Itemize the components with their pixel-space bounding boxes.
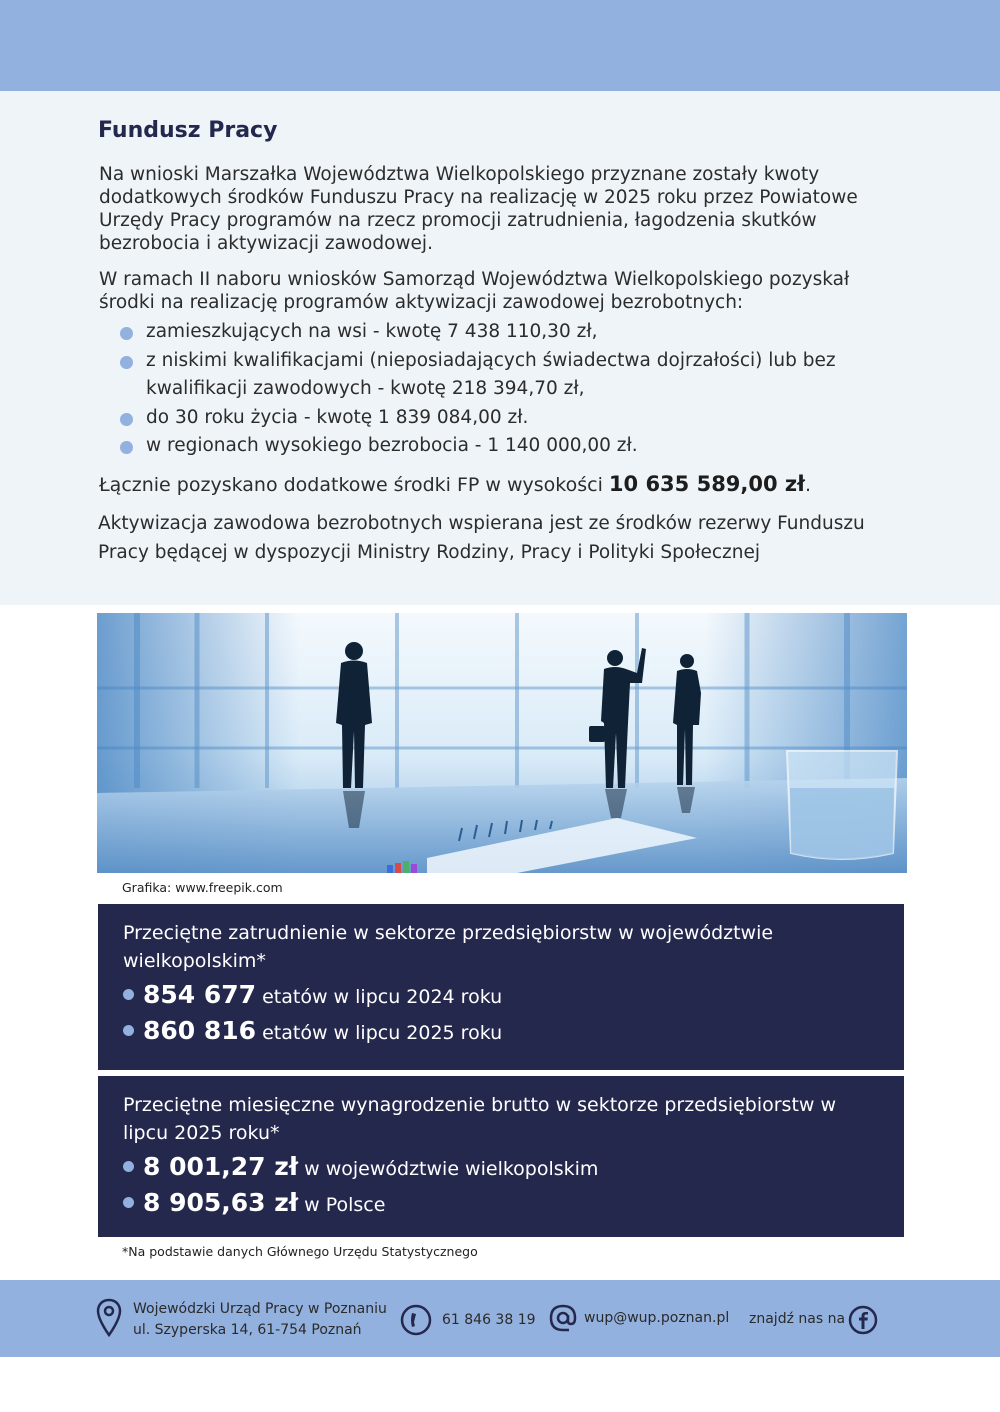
funding-list xyxy=(120,318,880,461)
employment-box xyxy=(98,904,904,1070)
employment-stat-2025: 860 816 etatów w lipcu 2025 roku xyxy=(123,1016,502,1045)
list-item: w regionach wysokiego bezrobocia - 1 140 000,00 zł. xyxy=(120,432,880,461)
email-at-icon xyxy=(549,1303,577,1333)
data-source-footnote: *Na podstawie danych Głównego Urzędu Statystycznego xyxy=(122,1244,478,1259)
list-item: do 30 roku życia - kwotę 1 839 084,00 zł. xyxy=(120,404,880,433)
footer-social-text: znajdź nas na xyxy=(749,1311,846,1327)
bullet-dot-icon xyxy=(123,1025,134,1036)
office-photo xyxy=(97,613,907,873)
street-address: ul. Szyperska 14, 61-754 Poznań xyxy=(133,1322,362,1338)
intro-paragraph: Na wnioski Marszałka Województwa Wielkopolskiego przyznane zostały kwoty dodatkowych środków Funduszu Pracy na realizację w 2025 roku przez Powiatowe Urzędy Pracy programów na rzecz promocji zatrudnienia, łagodzenia skutków bezrobocia i aktywizacji zawodowej. xyxy=(99,164,858,254)
bullet-dot-icon xyxy=(120,327,133,340)
bullet-dot-icon xyxy=(123,1197,134,1208)
list-item: zamieszkujących na wsi - kwotę 7 438 110,30 zł, xyxy=(120,318,880,347)
salary-box xyxy=(98,1076,904,1237)
bullet-dot-icon xyxy=(123,1161,134,1172)
employment-title: Przeciętne zatrudnienie w sektorze przedsiębiorstw w województwie wielkopolskim* xyxy=(123,922,774,972)
footer-phone[interactable]: 61 846 38 19 xyxy=(442,1312,536,1328)
organization-name: Wojewódzki Urząd Pracy w Poznaniu xyxy=(133,1301,387,1317)
bullet-dot-icon xyxy=(123,989,134,1000)
location-pin-icon xyxy=(96,1298,122,1338)
top-color-band xyxy=(0,0,1000,91)
recruitment-paragraph: W ramach II naboru wniosków Samorząd Województwa Wielkopolskiego pozyskał środki na realizację programów aktywizacji zawodowej bezrobotnych: xyxy=(99,269,850,313)
bullet-dot-icon xyxy=(120,356,133,369)
section-title: Fundusz Pracy xyxy=(98,118,278,143)
salary-stat-region: 8 001,27 zł w województwie wielkopolskim xyxy=(123,1152,598,1181)
total-amount: 10 635 589,00 zł xyxy=(608,472,805,496)
footer-band xyxy=(0,1280,1000,1357)
facebook-icon[interactable] xyxy=(848,1305,878,1335)
image-credit: Grafika: www.freepik.com xyxy=(122,880,283,895)
footer-address xyxy=(133,1299,387,1341)
employment-stat-2024: 854 677 etatów w lipcu 2024 roku xyxy=(123,980,502,1009)
phone-icon xyxy=(400,1304,432,1336)
salary-title: Przeciętne miesięczne wynagrodzenie brutto w sektorze przedsiębiorstw w lipcu 2025 roku* xyxy=(123,1094,837,1144)
bullet-dot-icon xyxy=(120,441,133,454)
bullet-dot-icon xyxy=(120,413,133,426)
footer-email[interactable]: wup@wup.poznan.pl xyxy=(584,1310,730,1326)
list-item: z niskimi kwalifikacjami (nieposiadających świadectwa dojrzałości) lub bez kwalifikacji zawodowych - kwotę 218 394,70 zł, xyxy=(120,347,880,404)
ministry-paragraph: Aktywizacja zawodowa bezrobotnych wspierana jest ze środków rezerwy Funduszu Pracy będącej w dyspozycji Ministry Rodziny, Pracy i Polityki Społecznej xyxy=(98,513,865,563)
total-funding: Łącznie pozyskano dodatkowe środki FP w wysokości 10 635 589,00 zł. xyxy=(99,472,811,496)
salary-stat-poland: 8 905,63 zł w Polsce xyxy=(123,1188,385,1217)
